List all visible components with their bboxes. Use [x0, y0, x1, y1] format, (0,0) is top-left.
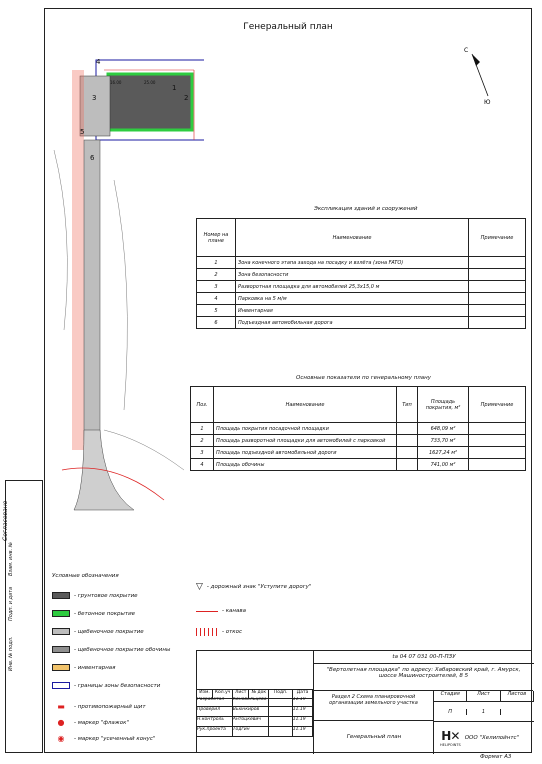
explication-row — [197, 257, 526, 269]
expl-cell-num: 5 — [197, 305, 236, 317]
stamp-header-cell: Подп. — [269, 690, 293, 698]
legend-label: - щебеночное покрытие — [74, 628, 144, 635]
legend-marker-label: - маркер "усеченный конус" — [74, 735, 156, 742]
zone-label-3: 3 — [92, 94, 97, 102]
stamp-person: Вьюнкиров — [233, 707, 269, 716]
indicators-rows — [191, 423, 526, 471]
stamp-header-cell: Изм. — [197, 690, 213, 698]
legend-swatch — [52, 592, 70, 599]
stage-header-cell: Листов — [501, 691, 534, 701]
expl-cell-num: 1 — [197, 257, 236, 269]
legend-label: - бетонное покрытие — [74, 610, 136, 617]
stamp-date: 11.19 — [293, 717, 313, 726]
stamp-person: Антоцкевич — [233, 717, 269, 726]
ind-cell-pos: 4 — [191, 459, 214, 471]
ind-cell-note — [469, 435, 526, 447]
legend-swatch — [52, 628, 70, 635]
stamp-role-row — [197, 717, 313, 727]
stage-headers — [434, 691, 534, 702]
north-arrow — [462, 44, 498, 106]
expl-cell-note — [469, 305, 526, 317]
ind-cell-note — [469, 447, 526, 459]
stamp-header-cell: Лист — [233, 690, 249, 698]
dim-16: 16.00 — [110, 80, 122, 85]
slope-icon — [196, 628, 218, 636]
expl-cell-note — [469, 269, 526, 281]
ind-cell-name: Площадь покрытия посадочной площадки — [214, 423, 397, 435]
expl-cell-note — [469, 293, 526, 305]
stage-values — [434, 702, 534, 722]
stamp-code: ta 04 07 031 00-П-ПЗУ — [313, 651, 534, 664]
zone-label-6: 6 — [90, 154, 95, 162]
expl-cell-name: Зона конечного этапа захода на посадку и взлёта (зона FATO) — [236, 257, 469, 269]
ind-cell-pos: 2 — [191, 435, 214, 447]
dim-25: 25.00 — [144, 80, 156, 85]
stage-value-cell: 1 — [467, 709, 500, 715]
ind-header-pos: Поз. — [191, 387, 214, 423]
expl-cell-num: 4 — [197, 293, 236, 305]
access-road — [84, 140, 100, 440]
indicators-row — [191, 435, 526, 447]
legend-swatch — [52, 664, 70, 671]
slope-legend — [196, 628, 242, 636]
legend-swatch — [52, 610, 70, 617]
ind-cell-name: Площадь разворотной площадки для автомобилей с парковкой — [214, 435, 397, 447]
expl-cell-num: 6 — [197, 317, 236, 329]
explication-table — [196, 218, 526, 329]
expl-header-name: Наименование — [236, 219, 469, 257]
stamp-signature-cell — [269, 707, 293, 716]
format-label: Формат А3 — [480, 754, 512, 760]
stage-header-cell: Стадия — [434, 691, 467, 701]
legend-swatch — [52, 682, 70, 689]
stamp-signature-cell — [269, 697, 293, 706]
ind-cell-pos: 3 — [191, 447, 214, 459]
stamp-header-cell: № док — [249, 690, 269, 698]
ind-cell-note — [469, 459, 526, 471]
legend-marker-item — [52, 718, 129, 727]
expl-cell-name: Инвентарная — [236, 305, 469, 317]
expl-cell-name: Разворотная площадка для автомобилей 25,3х15,0 м — [236, 281, 469, 293]
expl-cell-name: Парковка на 5 м/м — [236, 293, 469, 305]
ind-cell-name: Площадь обочины — [214, 459, 397, 471]
indicators-title: Основные показатели по генеральному плану — [296, 375, 432, 381]
side-strip — [2, 480, 43, 753]
expl-cell-name: Подъездная автомобильная дорога — [236, 317, 469, 329]
slope-text: - откос — [222, 629, 243, 635]
ind-cell-area: 733,70 м² — [418, 435, 469, 447]
stage-block — [433, 691, 534, 722]
title-block — [196, 650, 532, 753]
ditch-text: - канава — [222, 608, 247, 614]
ind-cell-type — [397, 435, 418, 447]
ind-cell-area: 741,00 м² — [418, 459, 469, 471]
road-sign-text: - дорожный знак "Уступите дорогу" — [206, 584, 312, 590]
indicators-row — [191, 423, 526, 435]
stamp-date: 11.19 — [293, 727, 313, 736]
explication-row — [197, 269, 526, 281]
ind-cell-name: Площадь подъездной автомобильной дороги — [214, 447, 397, 459]
stamp-role-row — [197, 707, 313, 717]
stamp-header-cell: Кол.уч — [213, 690, 233, 698]
stamp-person: Коновальцева — [233, 697, 269, 706]
explication-row — [197, 317, 526, 329]
legend-item — [52, 646, 170, 653]
stamp-role: Проверил — [197, 707, 233, 716]
site-plan-drawing — [44, 30, 204, 560]
south-label: Ю — [484, 99, 491, 106]
explication-row — [197, 305, 526, 317]
ind-header-type: Тип — [397, 387, 418, 423]
ind-header-note: Примечание — [469, 387, 526, 423]
legend-marker-label: - маркер "флажок" — [74, 719, 129, 726]
logo-icon: H✕ — [441, 728, 460, 743]
legend-item — [52, 628, 144, 635]
stamp-roles — [197, 697, 313, 737]
ind-cell-type — [397, 459, 418, 471]
company-name: ООО "Хелипойнтс" — [464, 734, 520, 741]
zone-label-5: 5 — [80, 128, 85, 136]
ind-header-area: Площадь покрытия, м² — [418, 387, 469, 423]
legend-item — [52, 592, 138, 599]
stamp-signature-cell — [269, 717, 293, 726]
indicators-row — [191, 447, 526, 459]
legend-label: - границы зоны безопасности — [74, 682, 161, 689]
legend-label: - щебеночное покрытие обочины — [74, 646, 171, 653]
expl-cell-name: Зона безопасности — [236, 269, 469, 281]
sheet-title: Генеральный план — [313, 721, 434, 754]
logo-text: HELIPOINTS — [440, 742, 461, 747]
ind-cell-area: 1627,24 м² — [418, 447, 469, 459]
ditch-icon — [196, 611, 218, 612]
explication-row — [197, 281, 526, 293]
expl-cell-note — [469, 281, 526, 293]
ind-header-name: Наименование — [214, 387, 397, 423]
expl-header-note: Примечание — [469, 219, 526, 257]
legend-marker-item — [52, 734, 155, 743]
stamp-date: 11.19 — [293, 697, 313, 706]
cone-marker-icon: ◉ — [57, 734, 65, 743]
stamp-role: Разработал — [197, 697, 233, 706]
stamp-person: Тодгин — [233, 727, 269, 736]
legend-item — [52, 610, 135, 617]
side-label-inv: Инв. № подл. — [8, 636, 14, 671]
ind-cell-type — [397, 447, 418, 459]
indicators-table — [190, 386, 526, 471]
side-label-agreed: Согласовано — [2, 500, 9, 541]
fire-shield-icon: ▬ — [57, 702, 65, 711]
north-label: С — [464, 47, 469, 54]
legend-item — [52, 664, 115, 671]
expl-cell-note — [469, 257, 526, 269]
legend-swatch — [52, 646, 70, 653]
stage-header-cell: Лист — [467, 691, 500, 701]
page-title: Генеральный план — [243, 22, 333, 32]
company-block — [433, 721, 533, 754]
legend-marker-label: - противопожарный щит — [74, 703, 146, 710]
explication-row — [197, 293, 526, 305]
zone-label-4: 4 — [96, 58, 101, 66]
expl-cell-num: 2 — [197, 269, 236, 281]
expl-cell-num: 3 — [197, 281, 236, 293]
stamp-header-cell: Дата — [293, 690, 313, 698]
yield-sign-icon: ▽ — [196, 582, 203, 592]
stamp-role-row — [197, 727, 313, 737]
legend-item — [52, 682, 160, 689]
stage-value-cell: П — [434, 709, 467, 715]
ind-cell-type — [397, 423, 418, 435]
company-logo — [440, 729, 461, 747]
ind-cell-note — [469, 423, 526, 435]
stamp-role-row — [197, 697, 313, 707]
stamp-project: "Вертолетная площадка" по адресу: Хабаровский край, г. Амурск, шоссе Машиностроителей, 8 5 — [313, 663, 533, 691]
stamp-section: Раздел 2 Схема планировочной организации земельного участка — [313, 691, 433, 721]
road-sign-legend — [196, 582, 311, 592]
stamp-date: 11.19 — [293, 707, 313, 716]
indicators-row — [191, 459, 526, 471]
zone-label-2: 2 — [184, 94, 189, 102]
ditch-legend — [196, 608, 246, 614]
road-slope-left — [72, 70, 84, 450]
ind-cell-pos: 1 — [191, 423, 214, 435]
legend-title: Условные обозначения — [52, 573, 119, 579]
turning-area — [80, 76, 110, 136]
zone-label-1: 1 — [172, 84, 177, 92]
ind-cell-area: 648,09 м² — [418, 423, 469, 435]
explication-rows — [197, 257, 526, 329]
expl-cell-note — [469, 317, 526, 329]
stamp-role: Н.контроль — [197, 717, 233, 726]
side-label-replace: Взам. инв. № — [8, 542, 14, 576]
stamp-role: Рук.проекта — [197, 727, 233, 736]
legend-marker-item — [52, 702, 146, 711]
flag-marker-icon: ● — [57, 718, 65, 727]
legend-label: - грунтовое покрытие — [74, 592, 138, 599]
expl-header-num: Номер на плане — [197, 219, 236, 257]
explication-title: Экспликация зданий и сооружений — [314, 206, 418, 212]
legend-label: - инвентарная — [74, 664, 116, 671]
stamp-signature-cell — [269, 727, 293, 736]
side-label-sign: Подп. и дата — [8, 586, 14, 621]
